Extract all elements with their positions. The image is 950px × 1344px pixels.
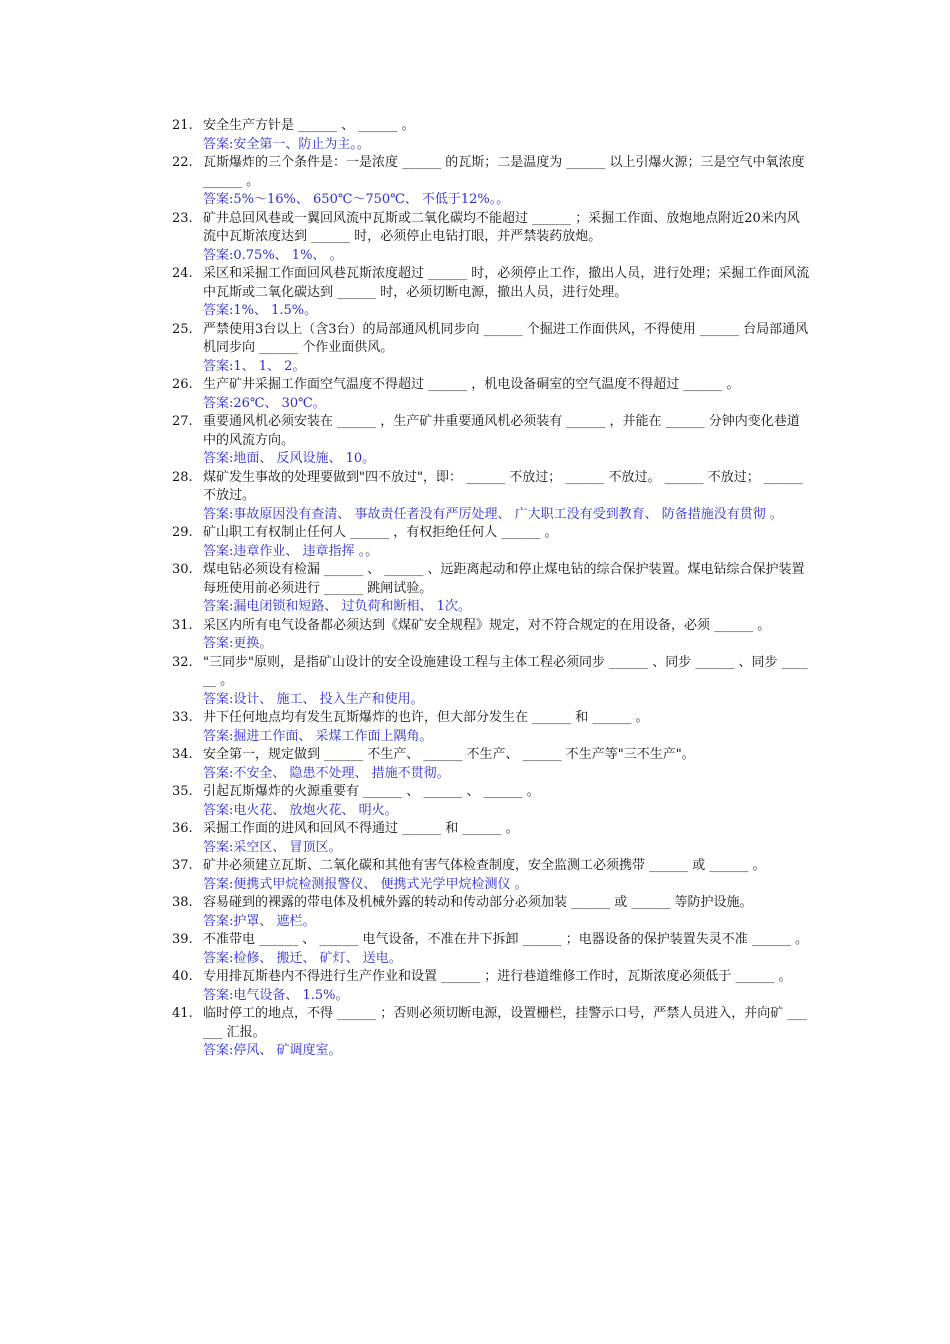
- question-number: 21.: [172, 118, 193, 133]
- question-body: [203, 1005, 812, 1061]
- question-number: 30.: [172, 562, 193, 577]
- answer-text: 答案:护罩、 遮栏。: [203, 913, 316, 929]
- question-number: 36.: [172, 821, 193, 836]
- question-item: [172, 265, 812, 321]
- question-text: 严禁使用3台以上（含3台）的局部通风机同步向 ______ 个掘进工作面供风，不得使用 ______ 台局部通风机同步向 ______ 个作业面供风。: [203, 321, 809, 355]
- question-number: 27.: [172, 414, 193, 429]
- question-item: [172, 321, 812, 377]
- question-item: [172, 709, 812, 746]
- answer-text: 答案:不安全、 隐患不处理、 措施不贯彻。: [203, 765, 450, 781]
- question-number: 25.: [172, 321, 193, 337]
- question-number: 39.: [172, 932, 193, 947]
- question-number: 40.: [172, 969, 193, 984]
- answer-text: 答案:0.75%、 1%、 。: [203, 247, 343, 263]
- question-number: 38.: [172, 895, 193, 910]
- question-body: [203, 746, 812, 783]
- question-body: [203, 654, 812, 710]
- question-item: [172, 1005, 812, 1061]
- question-item: [172, 820, 812, 857]
- question-item: [172, 968, 812, 1005]
- question-body: [203, 709, 812, 746]
- question-text: 生产矿井采掘工作面空气温度不得超过 ______ ，机电设备硐室的空气温度不得超过 ______ 。: [203, 377, 740, 392]
- question-text: 重要通风机必须安装在 ______ ，生产矿井重要通风机必须装有 ______ ，并能在 ______ 分钟内变化巷道中的风流方向。: [203, 414, 800, 448]
- question-text: 采区内所有电气设备都必须达到《煤矿安全规程》规定，对不符合规定的在用设备，必须 ______ 。: [203, 617, 771, 633]
- question-text: "三同步"原则，是指矿山设计的安全设施建设工程与主体工程必须同步 ______ 、同步 ______ 、同步 ______ 。: [203, 654, 808, 688]
- question-item: [172, 654, 812, 710]
- answer-text: 答案:事故原因没有查清、 事故责任者没有严厉处理、 广大职工没有受到教育、 防备措施没有贯彻 。: [203, 506, 783, 522]
- question-body: [203, 617, 812, 654]
- question-body: [203, 894, 812, 931]
- question-number: 31.: [172, 617, 193, 633]
- question-number: 35.: [172, 784, 193, 799]
- answer-text: 答案:电火花、 放炮火花、 明火。: [203, 802, 398, 818]
- answer-text: 答案:26℃、 30℃。: [203, 395, 326, 411]
- question-body: [203, 117, 812, 154]
- answer-text: 答案:检修、 搬迁、 矿灯、 送电。: [203, 950, 402, 966]
- question-number: 23.: [172, 210, 193, 226]
- answer-text: 答案:电气设备、 1.5%。: [203, 987, 349, 1003]
- question-body: [203, 820, 812, 857]
- answer-text: 答案:采空区、 冒顶区。: [203, 839, 342, 855]
- question-item: [172, 857, 812, 894]
- question-item: [172, 413, 812, 469]
- question-text: 采掘工作面的进风和回风不得通过 ______ 和 ______ 。: [203, 821, 519, 836]
- question-body: [203, 210, 812, 266]
- answer-text: 答案:漏电闭锁和短路、 过负荷和断相、 1次。: [203, 599, 471, 614]
- question-body: [203, 524, 812, 561]
- question-item: [172, 524, 812, 561]
- question-item: [172, 617, 812, 654]
- question-number: 28.: [172, 469, 193, 485]
- question-text: 煤电钻必须设有检漏 ______ 、 ______ 、远距离起动和停止煤电钻的综合保护装置。煤电钻综合保护装置每班使用前必须进行 ______ 跳闸试验。: [203, 562, 805, 596]
- question-body: [203, 857, 812, 894]
- question-text: 安全生产方针是 ______ 、 ______ 。: [203, 118, 415, 133]
- question-text: 引起瓦斯爆炸的火源重要有 ______ 、 ______ 、 ______ 。: [203, 784, 540, 799]
- question-body: [203, 968, 812, 1005]
- question-body: [203, 321, 812, 377]
- question-number: 29.: [172, 525, 193, 540]
- question-text: 井下任何地点均有发生瓦斯爆炸的也许，但大部分发生在 ______ 和 ______ 。: [203, 710, 649, 725]
- answer-text: 答案:1、 1、 2。: [203, 358, 306, 374]
- answer-text: 答案:便携式甲烷检测报警仪、 便携式光学甲烷检测仪 。: [203, 876, 528, 892]
- answer-text: 答案:设计、 施工、 投入生产和使用。: [203, 691, 424, 707]
- question-number: 33.: [172, 710, 193, 725]
- answer-text: 答案:安全第一、防止为主。。: [203, 136, 370, 152]
- question-body: [203, 265, 812, 321]
- question-text: 容易碰到的裸露的带电体及机械外露的转动和传动部分必须加装 ______ 或 ______ 等防护设施。: [203, 895, 753, 910]
- question-item: [172, 210, 812, 266]
- question-text: 瓦斯爆炸的三个条件是：一是浓度 ______ 的瓦斯；二是温度为 ______ 以上引爆火源；三是空气中氧浓度 ______ 。: [203, 155, 805, 189]
- question-text: 专用排瓦斯巷内不得进行生产作业和设置 ______ ；进行巷道维修工作时，瓦斯浓度必须低于 ______ 。: [203, 969, 792, 984]
- question-body: [203, 413, 812, 469]
- question-number: 37.: [172, 858, 193, 873]
- question-number: 32.: [172, 654, 193, 670]
- question-body: [203, 783, 812, 820]
- answer-text: 答案:掘进工作面、 采煤工作面上隅角。: [203, 728, 433, 744]
- question-body: [203, 561, 812, 617]
- question-number: 26.: [172, 377, 193, 392]
- question-body: [203, 154, 812, 210]
- answer-text: 答案:地面、 反风设施、 10。: [203, 451, 376, 466]
- answer-text: 答案:停风、 矿调度室。: [203, 1043, 342, 1058]
- question-item: [172, 783, 812, 820]
- question-item: [172, 154, 812, 210]
- answer-text: 答案:1%、 1.5%。: [203, 303, 318, 318]
- question-item: [172, 931, 812, 968]
- question-text: 采区和采掘工作面回风巷瓦斯浓度超过 ______ 时，必须停止工作，撤出人员，进行处理；采掘工作面风流中瓦斯或二氧化碳达到 ______ 时，必须切断电源，撤出人员，进行处理。: [203, 266, 810, 300]
- question-text: 矿井总回风巷或一翼回风流中瓦斯或二氧化碳均不能超过 ______ ；采掘工作面、放炮地点附近20米内风流中瓦斯浓度达到 ______ 时，必须停止电钻打眼，并严禁装药放炮。: [203, 210, 800, 244]
- question-item: [172, 561, 812, 617]
- question-body: [203, 469, 812, 525]
- question-text: 不准带电 ______ 、 ______ 电气设备，不准在井下拆卸 ______ ；电器设备的保护装置失灵不准 ______ 。: [203, 932, 809, 947]
- question-list: [172, 117, 812, 1061]
- question-text: 临时停工的地点，不得 ______ ；否则必须切断电源，设置栅栏，挂警示口号，严禁人员进入，并向矿 ______ 汇报。: [203, 1006, 807, 1040]
- question-item: [172, 376, 812, 413]
- question-number: 24.: [172, 266, 193, 281]
- answer-text: 答案:违章作业、 违章指挥 。。: [203, 543, 379, 559]
- question-body: [203, 931, 812, 968]
- question-number: 41.: [172, 1006, 193, 1021]
- question-text: 矿山职工有权制止任何人 ______ ，有权拒绝任何人 ______ 。: [203, 525, 558, 540]
- answer-text: 答案:更换。: [203, 636, 273, 651]
- question-item: [172, 746, 812, 783]
- question-item: [172, 469, 812, 525]
- question-number: 22.: [172, 155, 193, 170]
- question-item: [172, 117, 812, 154]
- question-number: 34.: [172, 747, 193, 762]
- question-text: 煤矿发生事故的处理要做到"四不放过"，即： ______ 不放过； ______ 不放过。 ______ 不放过； ______ 不放过。: [203, 469, 803, 503]
- question-text: 矿井必须建立瓦斯、二氧化碳和其他有害气体检查制度，安全监测工必须携带 ______ 或 ______ 。: [203, 858, 766, 873]
- question-item: [172, 894, 812, 931]
- answer-text: 答案:5%～16%、 650℃～750℃、 不低于12%。。: [203, 192, 510, 207]
- question-text: 安全第一，规定做到 ______ 不生产、 ______ 不生产、 ______ 不生产等"三不生产"。: [203, 747, 695, 762]
- question-body: [203, 376, 812, 413]
